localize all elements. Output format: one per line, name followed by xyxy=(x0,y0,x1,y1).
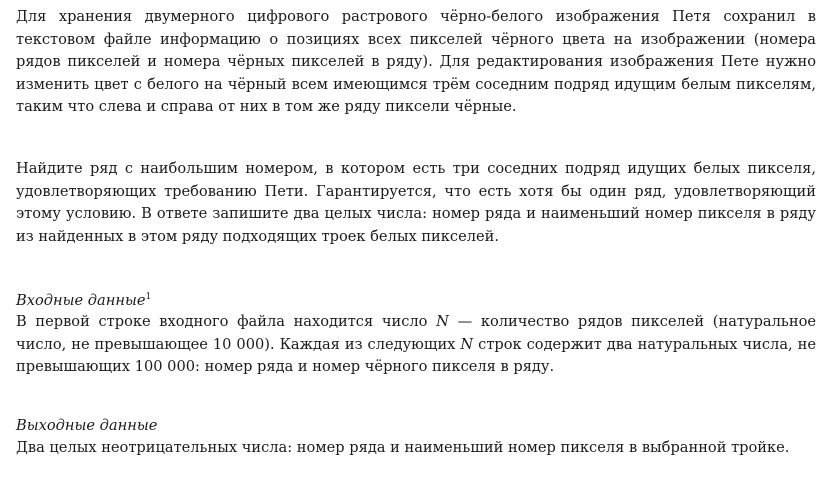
input-paragraph xyxy=(16,311,816,379)
input-heading-text: Входные данные xyxy=(16,292,146,309)
input-text-a: В первой строке входного файла находится число xyxy=(16,313,437,330)
variable-n-second: N xyxy=(460,335,474,353)
task-paragraph: Найдите ряд с наибольшим номером, в котором есть три соседних подряд идущих белых пикселя, удовлетворяющих требованию Пети. Гарантируется, что есть хотя бы один ряд, удовлетворяющий этому условию. В ответе запишите два целых числа: номер ряда и наименьший номер пикселя в ряду из найденных в этом ряду подходящих троек белых пикселей. xyxy=(16,160,816,245)
intro-paragraph: Для хранения двумерного цифрового растрового чёрно-белого изображения Петя сохранил в текстовом файле информацию о позициях всех пикселей чёрного цвета на изображении (номера рядов пикселей и номера чёрных пикселей в ряду). Для редактирования изображения Пете нужно изменить цвет с белого на чёрный всем имеющимся трём соседним подряд идущим белым пикселям, таким что слева и справа от них в том же ряду пиксели чёрные. xyxy=(16,8,816,116)
input-text-c: строк содержит два натуральных числа, не превышающих 100 000: номер ряда и номер чёрного пикселя в ряду. xyxy=(16,335,816,376)
input-text-b: — количество рядов пикселей (натуральное число, не превышающее 10 000). Каждая из следующих xyxy=(16,313,816,353)
output-paragraph: Два целых неотрицательных числа: номер ряда и наименьший номер пикселя в выбранной тройке. xyxy=(16,439,790,456)
footnote-mark: 1 xyxy=(145,292,152,303)
input-heading xyxy=(16,290,816,312)
output-heading: Выходные данные xyxy=(16,417,158,434)
variable-n: N xyxy=(436,313,449,330)
